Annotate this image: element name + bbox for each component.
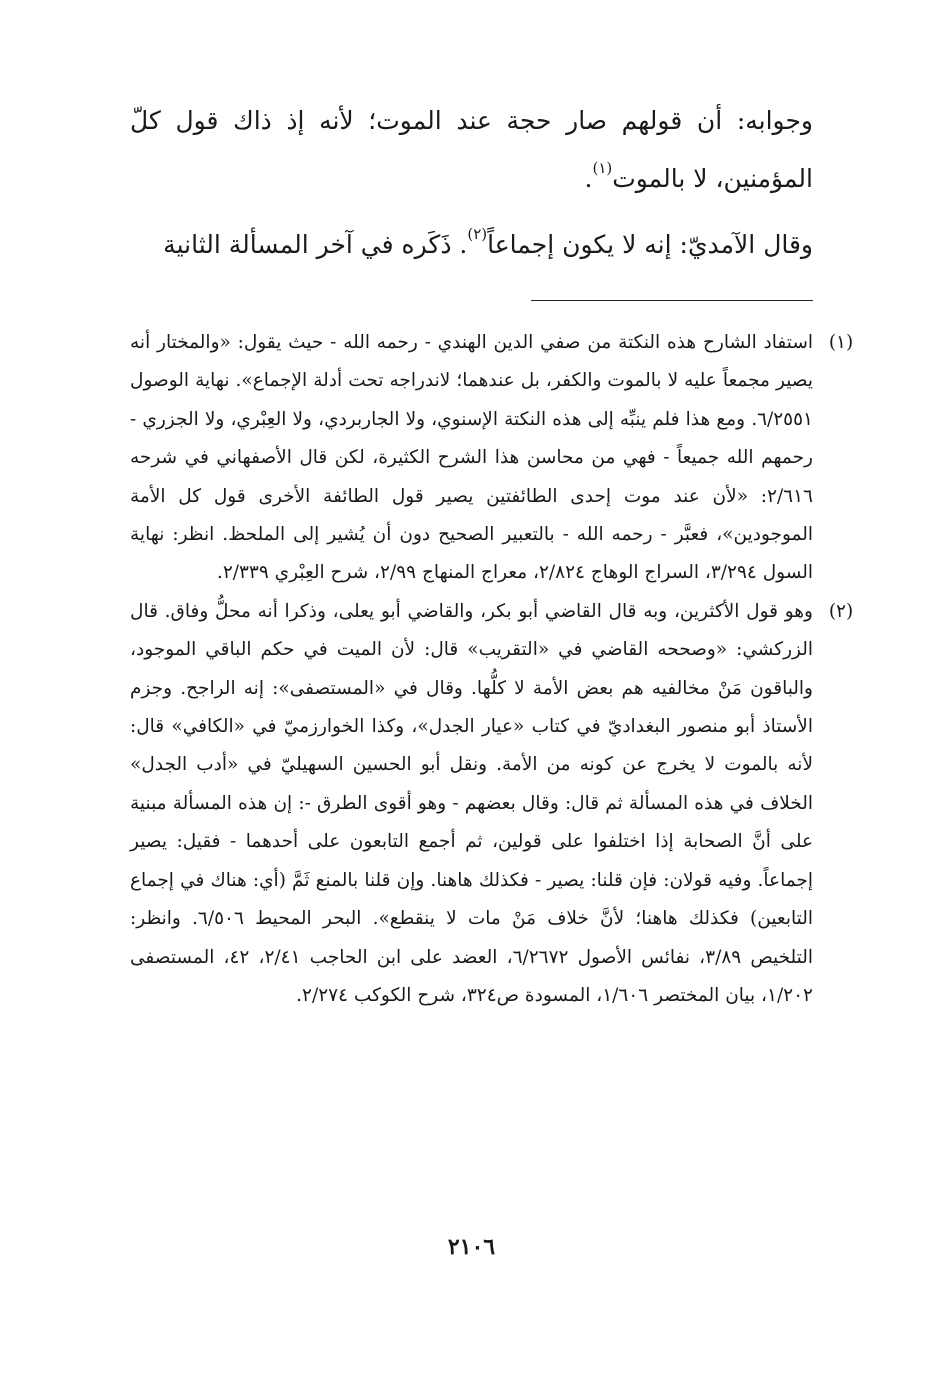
footnote-2 (130, 593, 854, 1015)
footnote-divider (531, 300, 813, 301)
footnotes (130, 324, 854, 1015)
footnote-1 (130, 324, 854, 593)
main-paragraph-1-text: وجوابه: أن قولهم صار حجة عند الموت؛ لأنه إذ ذاك قول كلّ المؤمنين، لا بالموت (130, 106, 813, 193)
main-paragraph-1-end: . (584, 164, 593, 193)
footnote-2-text: وهو قول الأكثرين، وبه قال القاضي أبو بكر، والقاضي أبو يعلى، وذكرا أنه محلُّ وفاق. قال الزركشي: «وصححه القاضي في «التقريب» قال: لأن الميت في حكم الباقي الموجود، والباقون مَنْ مخالفيه هم بعض الأمة لا كلُّها. وقال في «المستصفى»: إنه الراجح. وجزم الأستاذ أبو منصور البغداديّ في كتاب «عيار الجدل»، وكذا الخوارزميّ في «الكافي» قال: لأنه بالموت لا يخرج عن كونه من الأمة. ونقل أبو الحسين السهيليّ في «أدب الجدل» الخلاف في هذه المسألة ثم قال: وقال بعضهم - وهو أقوى الطرق -: إن هذه المسألة مبنية على أنَّ الصحابة إذا اختلفوا على قولين، ثم أجمع التابعون على أحدهما - فقيل: يصير إجماعاً. وفيه قولان: فإن قلنا: يصير - فكذلك هاهنا. وإن قلنا بالمنع ثَمَّ (أي: هناك في إجماع التابعين) فكذلك هاهنا؛ لأنَّ خلاف مَنْ مات لا ينقطع». البحر المحيط ٦/٥٠٦. وانظر: التلخيص ٣/٨٩، نفائس الأصول ٦/٢٦٧٢، العضد على ابن الحاجب ٢/٤١، ٤٢، المستصفى ١/٢٠٢، بيان المختصر ١/٦٠٦، المسودة ص٣٢٤، شرح الكوكب ٢/٢٧٤. (130, 600, 814, 1006)
footnote-2-number: (٢) (828, 600, 854, 622)
footnote-ref-2: (٢) (467, 225, 488, 243)
main-paragraph-2 (130, 216, 813, 274)
page-number: ٢١٠٦ (447, 1234, 496, 1260)
footnote-1-number: (١) (828, 332, 854, 353)
main-paragraph-2-text: وقال الآمديّ: إنه لا يكون إجماعاً (487, 230, 813, 259)
main-text (130, 92, 813, 282)
footnote-ref-1: (١) (592, 159, 613, 177)
main-paragraph-1 (130, 92, 813, 208)
main-paragraph-2-end: . ذَكَره في آخر المسألة الثانية (163, 230, 468, 259)
footnote-1-text: استفاد الشارح هذه النكتة من صفي الدين الهندي - رحمه الله - حيث يقول: «والمختار أنه يصير مجمعاً عليه لا بالموت والكفر، بل عندهما؛ لاندراجه تحت أدلة الإجماع». نهاية الوصول ٦/٢٥٥١. ومع هذا فلم ينبِّه إلى هذه النكتة الإسنوي، ولا الجاربردي، ولا العِبْري، ولا الجزري - رحمهم الله جميعاً - فهي من محاسن هذا الشرح الكثيرة، لكن قال الأصفهاني في شرحه ٢/٦١٦: «لأن عند موت إحدى الطائفتين يصير قول الطائفة الأخرى قول كل الأمة الموجودين»، فعبَّر - رحمه الله - بالتعبير الصحيح دون أن يُشير إلى الملحظ. انظر: نهاية السول ٣/٢٩٤، السراج الوهاج ٢/٨٢٤، معراج المنهاج ٢/٩٩، شرح العِبْري ٢/٣٣٩. (130, 332, 813, 584)
